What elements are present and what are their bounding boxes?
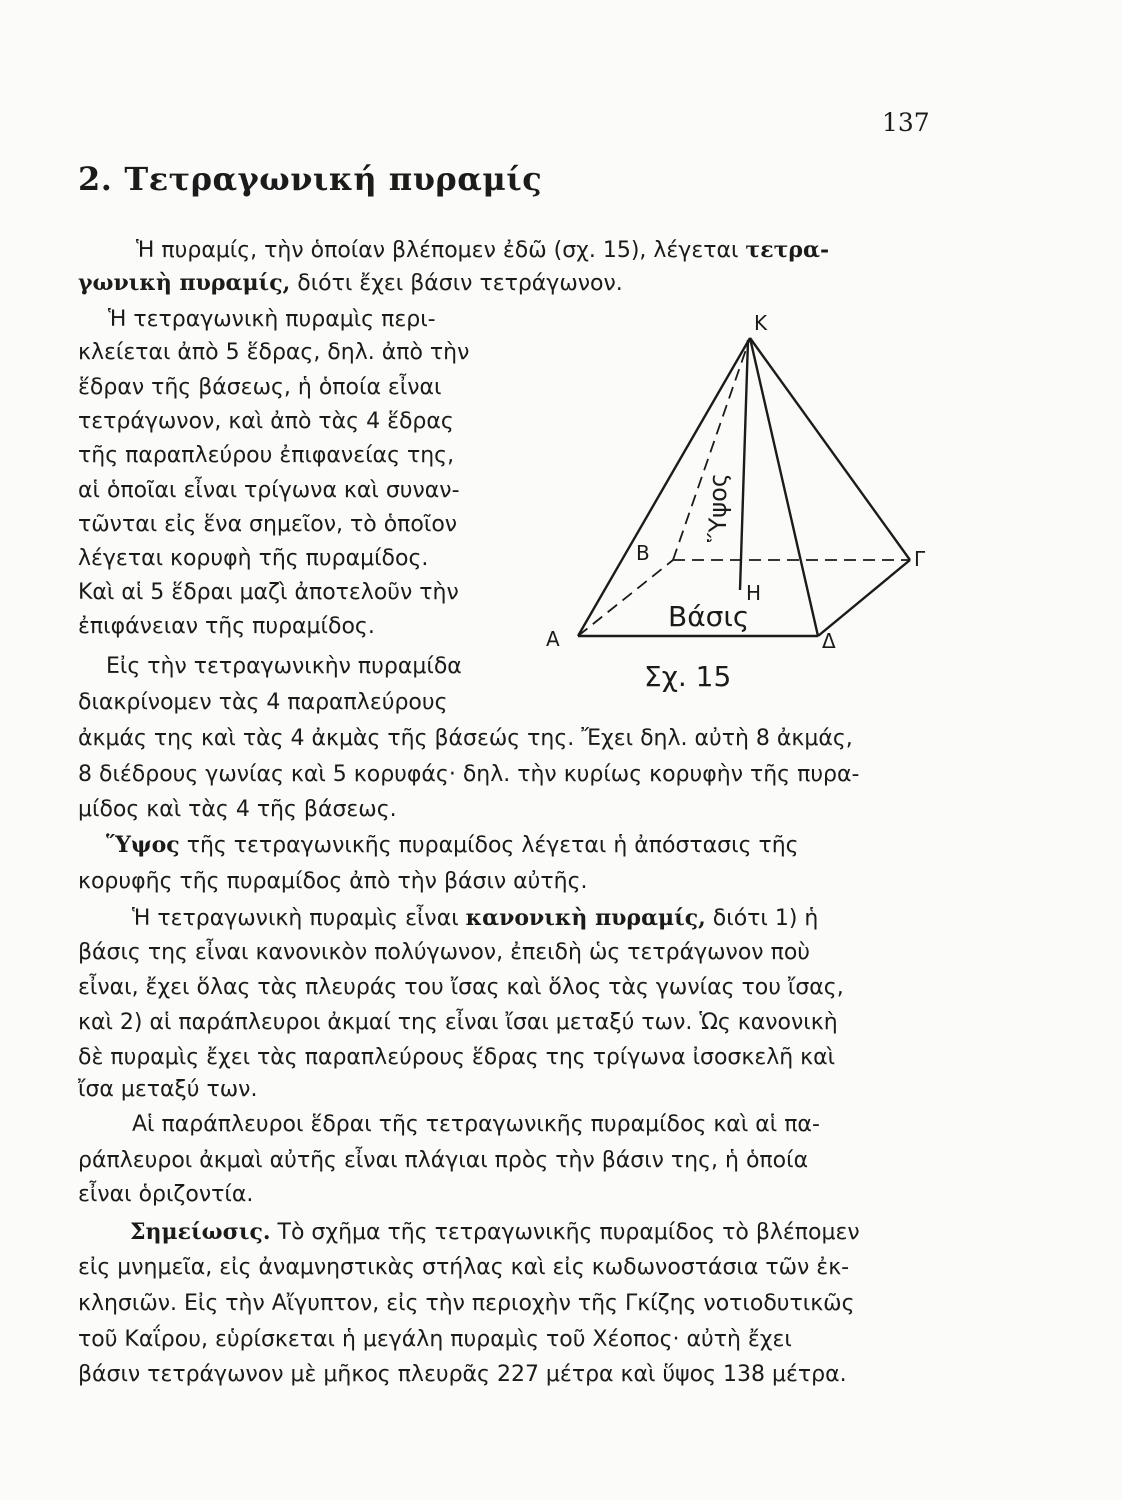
text-line: διακρίνομεν τὰς 4 παραπλεύρους: [78, 690, 448, 715]
section-number: 2.: [78, 160, 113, 198]
label-D: Δ: [822, 629, 836, 653]
text-line: κορυφῆς τῆς πυραμίδος ἀπὸ τὴν βάσιν αὐτῆς.: [78, 869, 588, 894]
label-H: Η: [746, 581, 762, 605]
text-line: Σημείωσις. Τὸ σχῆμα τῆς τετραγωνικῆς πυραμίδος τὸ βλέπομεν: [130, 1219, 860, 1245]
text-line: ἀκμάς της καὶ τὰς 4 ἀκμὰς τῆς βάσεώς της. Ἔχει δηλ. αὐτὴ 8 ἀκμάς,: [78, 726, 853, 751]
label-G: Γ: [914, 547, 926, 571]
page-number: 137: [882, 108, 930, 137]
text-line: βάσις της εἶναι κανονικὸν πολύγωνον, ἐπειδὴ ὡς τετράγωνον ποὺ: [78, 940, 811, 965]
height-line: [740, 340, 748, 590]
label-A: Α: [546, 627, 560, 651]
text-line: δὲ πυραμὶς ἔχει τὰς παραπλεύρους ἕδρας της τρίγωνα ἰσοσκελῆ καὶ: [78, 1045, 836, 1070]
height-label: Ὕψος: [704, 473, 732, 542]
edge-KG: [750, 338, 910, 560]
text-line: Αἱ παράπλευροι ἕδραι τῆς τετραγωνικῆς πυραμίδος καὶ αἱ πα-: [132, 1112, 820, 1137]
text-line: Εἰς τὴν τετραγωνικὴν πυραμίδα: [106, 654, 462, 679]
base-label: Βάσις: [668, 600, 750, 633]
section-title-text: Τετραγωνική πυραμίς: [124, 160, 543, 198]
text-line: ἕδραν τῆς βάσεως, ἡ ὁποία εἶναι: [78, 375, 442, 400]
figure-caption: Σχ. 15: [644, 660, 732, 693]
text-line: 8 διέδρους γωνίας καὶ 5 κορυφάς· δηλ. τὴν κυρίως κορυφὴν τῆς πυρα-: [78, 762, 860, 787]
text-line: βάσιν τετράγωνον μὲ μῆκος πλευρᾶς 227 μέτρα καὶ ὕψος 138 μέτρα.: [78, 1362, 847, 1387]
text-line: κλείεται ἀπὸ 5 ἕδρας, δηλ. ἀπὸ τὴν: [78, 340, 470, 365]
pyramid-figure: [540, 310, 940, 710]
text-line: λέγεται κορυφὴ τῆς πυραμίδος.: [78, 546, 429, 571]
label-B: Β: [636, 541, 650, 565]
text-line: εἰς μνημεῖα, εἰς ἀναμνηστικὰς στήλας καὶ εἰς κωδωνοστάσια τῶν ἐκ-: [78, 1255, 850, 1280]
text-line: ἐπιφάνειαν τῆς πυραμίδος.: [78, 614, 375, 639]
text-line: Καὶ αἱ 5 ἕδραι μαζὶ ἀποτελοῦν τὴν: [78, 580, 459, 605]
edge-DG: [818, 560, 910, 636]
text-line: γωνικὴ πυραμίς, διότι ἔχει βάσιν τετράγωνον.: [78, 270, 623, 296]
text-line: τῆς παραπλεύρου ἐπιφανείας της,: [78, 443, 455, 468]
text-line: τοῦ Καΐρου, εὑρίσκεται ἡ μεγάλη πυραμὶς τοῦ Χέοπος· αὐτὴ ἔχει: [78, 1327, 792, 1352]
text-line: Ἡ πυραμίς, τὴν ὁποίαν βλέπομεν ἐδῶ (σχ. 15), λέγεται τετρα-: [136, 237, 830, 263]
text-line: εἶναι, ἔχει ὅλας τὰς πλευράς του ἴσας καὶ ὅλος τὰς γωνίας του ἴσας,: [78, 975, 844, 1000]
text-line: ράπλευροι ἀκμαὶ αὐτῆς εἶναι πλάγιαι πρὸς τὴν βάσιν της, ἡ ὁποία: [78, 1148, 809, 1173]
text-line: αἱ ὁποῖαι εἶναι τρίγωνα καὶ συναν-: [78, 478, 460, 503]
text-line: κλησιῶν. Εἰς τὴν Αἴγυπτον, εἰς τὴν περιοχὴν τῆς Γκίζης νοτιοδυτικῶς: [78, 1291, 855, 1316]
section-title: [78, 160, 542, 198]
text-line: μίδος καὶ τὰς 4 τῆς βάσεως.: [78, 797, 397, 822]
text-line: Ἡ τετραγωνικὴ πυραμὶς περι-: [108, 307, 436, 332]
text-line: καὶ 2) αἱ παράπλευροι ἀκμαί της εἶναι ἴσαι μεταξύ των. Ὡς κανονικὴ: [78, 1010, 838, 1035]
text-line: Ἡ τετραγωνικὴ πυραμὶς εἶναι κανονικὴ πυραμίς, διότι 1) ἡ: [132, 905, 819, 931]
text-line: τετράγωνον, καὶ ἀπὸ τὰς 4 ἕδρας: [78, 409, 454, 434]
text-line: Ὕψος τῆς τετραγωνικῆς πυραμίδος λέγεται ἡ ἀπόστασις τῆς: [106, 832, 799, 858]
text-line: εἶναι ὁριζοντία.: [78, 1182, 254, 1207]
text-line: τῶνται εἰς ἕνα σημεῖον, τὸ ὁποῖον: [78, 512, 458, 537]
label-K: Κ: [754, 311, 768, 335]
edge-AB: [578, 560, 673, 636]
text-line: ἴσα μεταξύ των.: [78, 1077, 258, 1102]
